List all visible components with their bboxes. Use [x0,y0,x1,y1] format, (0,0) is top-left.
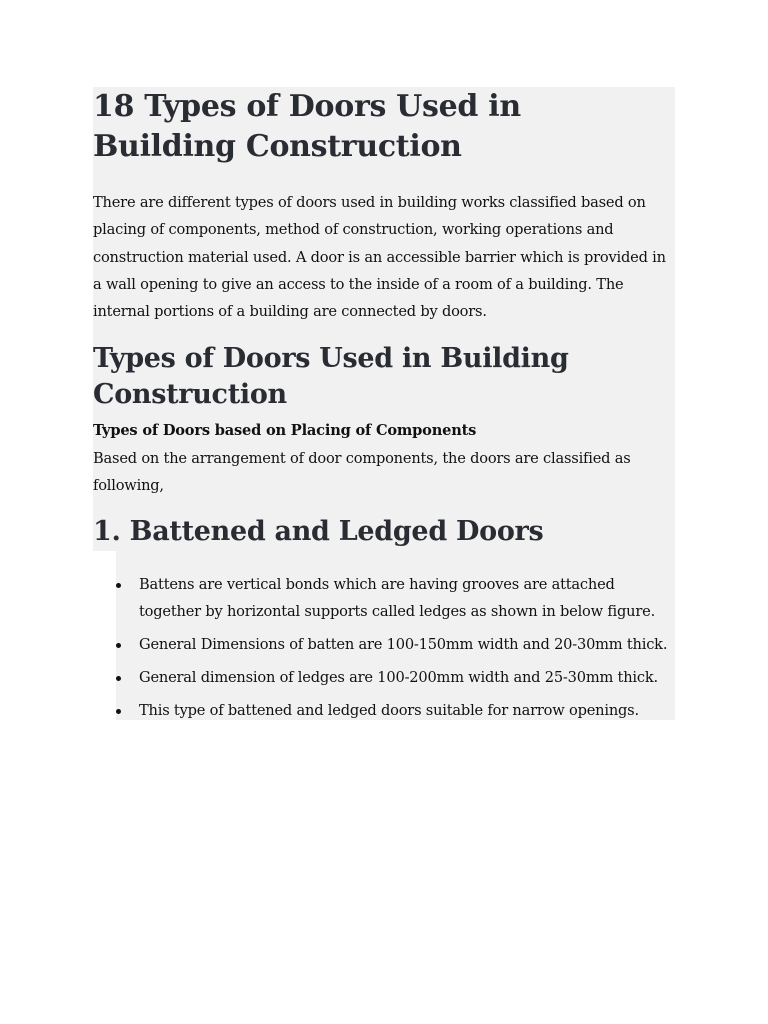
list-item-text: General Dimensions of batten are 100-150mm width and 20-30mm thick. [139,636,668,654]
subheading-paragraph: Based on the arrangement of door components, the doors are classified as following, [93,450,631,494]
list-item [116,571,675,626]
list-item [116,664,675,691]
bullet-icon [116,583,121,588]
bullet-list [116,571,675,729]
list-item-text: Battens are vertical bonds which are having grooves are attached together by horizontal supports called ledges as shown in below figure. [139,576,656,621]
intro-paragraph: There are different types of doors used in building works classified based on placing of components, method of construction, working operations and construction material used. A door is an accessible barrier which is provided in a wall opening to give an access to the inside of a room of a building. The internal portions of a building are connected by doors. [93,194,666,321]
bullet-icon [116,676,121,681]
bullet-icon [116,709,121,714]
page-title: 18 Types of Doors Used in Building Construction [93,89,521,164]
list-item [116,631,675,658]
section-heading: Types of Doors Used in Building Construction [93,343,569,410]
list-item-text: General dimension of ledges are 100-200mm width and 25-30mm thick. [139,668,658,686]
bullet-icon [116,643,121,648]
item-heading-battened-ledged: 1. Battened and Ledged Doors [93,516,544,547]
list-item-text: This type of battened and ledged doors suitable for narrow openings. [139,701,639,719]
list-item [116,697,675,724]
subheading-placing-components: Types of Doors based on Placing of Components [93,422,477,439]
